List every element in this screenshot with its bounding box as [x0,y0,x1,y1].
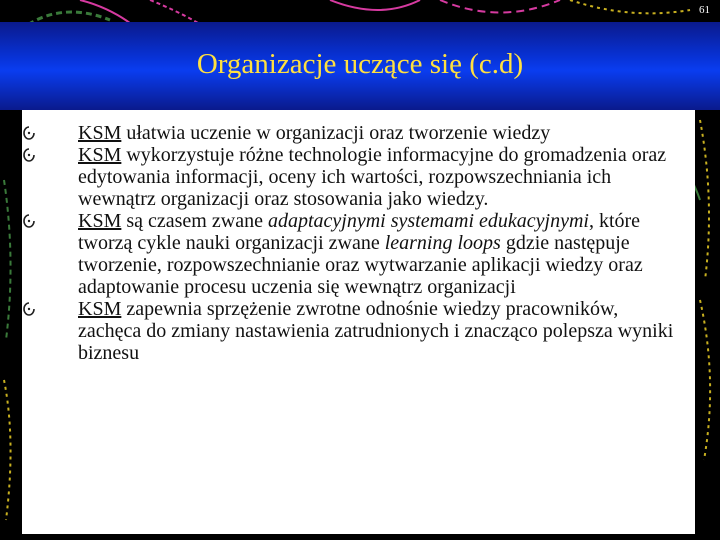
bullet-list [22,122,695,364]
bullet-keyword[interactable]: KSM [78,298,122,320]
bullet-italic-term: adaptacyjnymi systemami edukacyjnymi [267,210,589,232]
bullet-text: wykorzystuje różne technologie informacyjne do gromadzenia oraz edytowania informacji, oceny ich wartości, rozpowszechniania ich wewnątrz organizacji oraz stosowania jako wiedzy. [78,144,667,210]
bullet-item [22,144,695,210]
bullet-keyword[interactable]: KSM [78,210,122,232]
bullet-text: zapewnia sprzężenie zwrotne odnośnie wiedzy pracowników, zachęca do zmiany nastawienia zatrudnionych i znacząco polepsza wyniki biznesu [78,298,674,364]
bullet-text: gdzie następuje tworzenie, rozpowszechnianie oraz wytwarzanie aplikacji wiedzy oraz adaptowanie procesu uczenia się wewnątrz organizacji [78,232,643,298]
ring-bullet-icon [22,124,36,142]
slide-title: Organizacje uczące się (c.d) [196,48,524,80]
bullet-item [22,210,695,298]
page-number: 61 [699,4,710,16]
content-panel [22,110,695,534]
bullet-italic-term: learning loops [384,232,501,254]
bullet-text: są czasem zwane [121,210,268,232]
ring-bullet-icon [22,212,36,230]
ring-bullet-icon [22,146,36,164]
bullet-keyword[interactable]: KSM [78,122,122,144]
bullet-keyword[interactable]: KSM [78,144,122,166]
bullet-item [22,122,695,144]
bullet-item [22,298,695,364]
bullet-text: ułatwia uczenie w organizacji oraz tworzenie wiedzy [121,122,551,144]
ring-bullet-icon [22,300,36,318]
bullet-text: , które tworzą cykle nauki organizacji zwane [78,210,641,254]
